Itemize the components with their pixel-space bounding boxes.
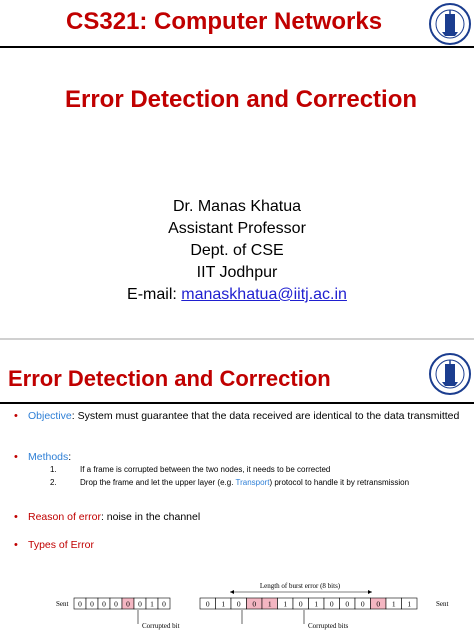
burst-arrow-left: [230, 590, 234, 594]
bullet-methods: [14, 451, 464, 464]
right-bit-value: 0: [329, 599, 334, 609]
method-text-part: Drop the frame and let the upper layer (e.g.: [80, 478, 236, 487]
right-bit-value: 1: [267, 599, 272, 609]
burst-error-label: Length of burst error (8 bits): [259, 582, 341, 590]
left-bit-value: 0: [138, 599, 142, 609]
right-bit-value: 0: [345, 599, 350, 609]
left-bit-row: [74, 598, 170, 609]
method-text: If a frame is corrupted between the two nodes, it needs to be corrected: [80, 465, 331, 474]
right-bit-value: 1: [221, 599, 226, 609]
right-bit-value: 0: [360, 599, 365, 609]
course-title: CS321: Computer Networks: [66, 8, 383, 35]
corrupted-bits-label: Corrupted bits: [308, 622, 349, 630]
left-bit-value: 1: [150, 599, 154, 609]
error-types-diagram: [0, 576, 474, 632]
bullet-types: [14, 539, 464, 552]
reason-text: : noise in the channel: [100, 511, 201, 523]
left-bit-value: 0: [102, 599, 106, 609]
title-divider: [0, 46, 474, 48]
right-bit-row: [200, 598, 417, 609]
right-bit-value: 1: [314, 599, 319, 609]
objective-text: : System must guarantee that the data received are identical to the data transmitted: [71, 410, 460, 422]
author-department: Dept. of CSE: [190, 242, 284, 259]
method-text: [80, 478, 460, 488]
burst-arrow-right: [368, 590, 372, 594]
objective-label: Objective: [28, 410, 72, 422]
author-block: [0, 196, 474, 306]
right-bit-value: 0: [236, 599, 241, 609]
bullet-objective: [14, 410, 464, 423]
author-email-line: [0, 284, 474, 306]
right-bit-value: 0: [252, 599, 257, 609]
left-bit-value: 0: [114, 599, 118, 609]
method-number: 1.: [50, 465, 57, 474]
left-bit-value: 0: [90, 599, 94, 609]
right-bit-value: 0: [298, 599, 303, 609]
corrupted-bit-label: Corrupted bit: [142, 622, 180, 630]
right-bit-value: 1: [391, 599, 396, 609]
bullet-dot-icon: •: [14, 451, 18, 463]
title-divider: [0, 402, 474, 404]
left-bit-value: 0: [162, 599, 166, 609]
iit-jodhpur-emblem-icon: [428, 2, 472, 46]
slide-title: Error Detection and Correction: [8, 366, 331, 391]
bullet-dot-icon: •: [14, 511, 18, 523]
method-number: 2.: [50, 478, 57, 487]
sent-label-left: Sent: [56, 600, 69, 608]
slide-title: Error Detection and Correction: [64, 86, 418, 113]
iit-jodhpur-emblem-icon: [428, 352, 472, 396]
transport-highlight: Transport: [235, 478, 270, 487]
right-bit-value: 1: [283, 599, 288, 609]
right-bit-value: 0: [205, 599, 210, 609]
author-name: Dr. Manas Khatua: [172, 198, 302, 215]
methods-label: Methods: [28, 451, 69, 463]
left-bit-value: 0: [126, 599, 130, 609]
author-institute: IIT Jodhpur: [196, 264, 278, 281]
method-text-part: ) protocol to handle it by retransmission: [269, 478, 410, 487]
right-bit-value: 0: [376, 599, 381, 609]
methods-suffix: :: [68, 451, 72, 463]
email-label: E-mail:: [127, 286, 182, 303]
bullet-dot-icon: •: [14, 539, 18, 551]
author-role: Assistant Professor: [168, 220, 306, 237]
sent-label-right: Sent: [436, 600, 449, 608]
bullet-reason: [14, 511, 464, 524]
left-bit-value: 0: [78, 599, 82, 609]
content-slide: [0, 340, 474, 632]
reason-label: Reason of error: [28, 511, 101, 523]
types-label: Types of Error: [28, 539, 94, 551]
right-bit-value: 1: [407, 599, 412, 609]
email-link[interactable]: manaskhatua@iitj.ac.in: [181, 286, 347, 303]
bullet-dot-icon: •: [14, 410, 18, 422]
